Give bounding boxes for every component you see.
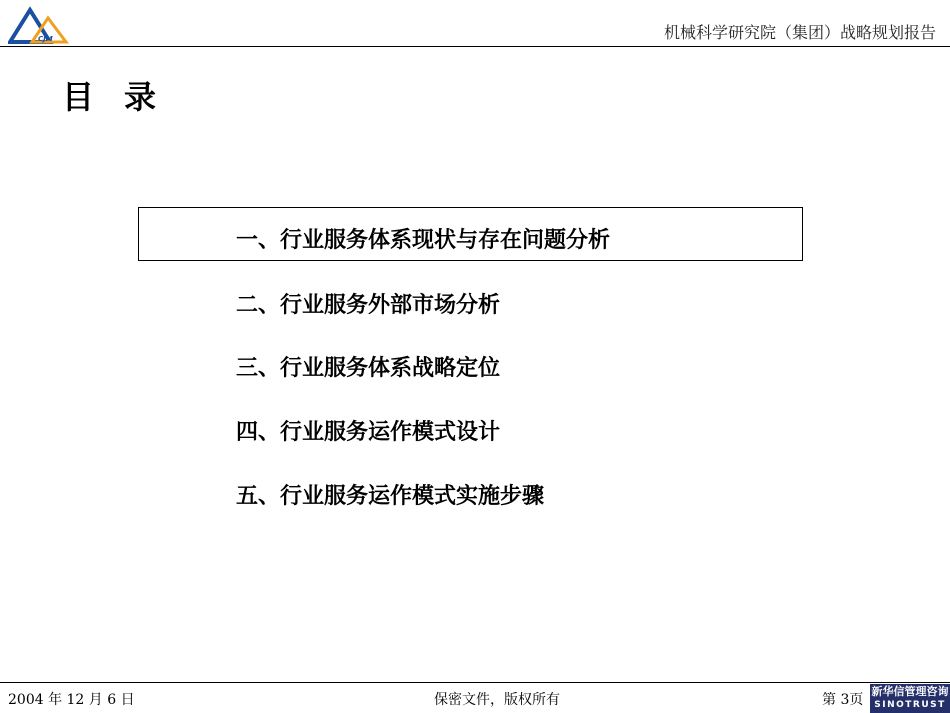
badge-chinese-name: 新华信管理咨询 bbox=[871, 685, 949, 698]
logo-text: CJM bbox=[38, 35, 53, 43]
toc-item-2[interactable]: 二、行业服务外部市场分析 bbox=[236, 293, 501, 318]
toc-item-3[interactable]: 三、行业服务体系战略定位 bbox=[236, 356, 501, 381]
toc-item-4[interactable]: 四、行业服务运作模式设计 bbox=[236, 420, 501, 445]
page-title: 目录 bbox=[62, 78, 187, 116]
toc-item-1[interactable]: 一、行业服务体系现状与存在问题分析 bbox=[236, 228, 611, 253]
company-logo bbox=[8, 6, 70, 44]
header-divider bbox=[0, 46, 950, 47]
badge-english-name: SINOTRUST bbox=[874, 700, 946, 710]
page-number: 第 3页 bbox=[822, 692, 864, 708]
sinotrust-badge bbox=[870, 684, 950, 713]
report-title: 机械科学研究院（集团）战略规划报告 bbox=[663, 23, 936, 42]
footer-date: 2004 年 12 月 6 日 bbox=[8, 692, 135, 708]
footer-divider bbox=[0, 682, 950, 683]
footer-confidential: 保密文件，版权所有 bbox=[434, 692, 560, 708]
toc-item-5[interactable]: 五、行业服务运作模式实施步骤 bbox=[236, 484, 545, 509]
